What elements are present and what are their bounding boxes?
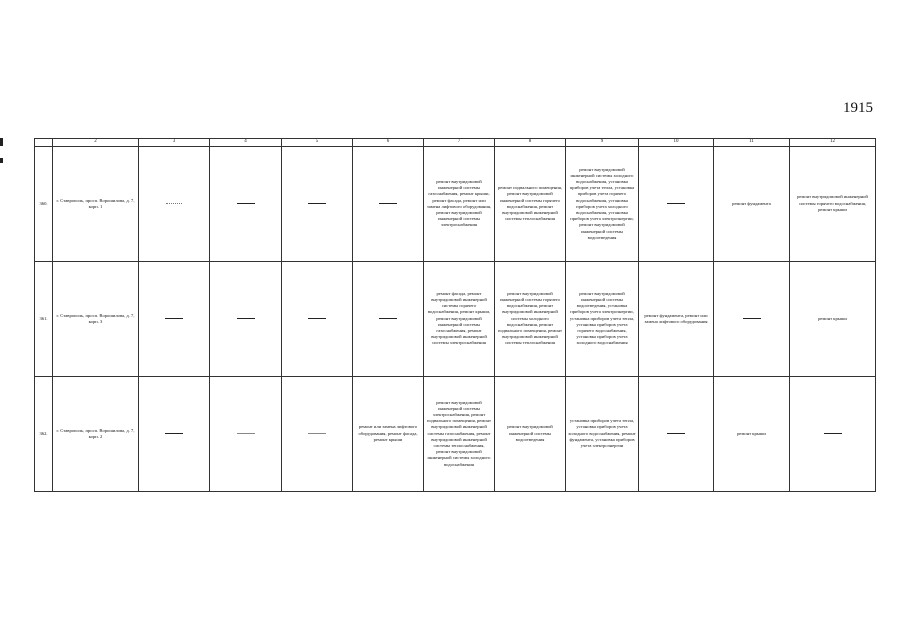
dotted-dash (166, 203, 182, 204)
repair-works-text: ремонт внутридомовой инженерной системы водоотведения, установка приборов учета электроэнергии, установка приборов учета тепла, установка приборов учета горячего водоснабжения, установка приборов учета холодного водоснабжения (569, 290, 635, 346)
repair-works-cell (424, 146, 495, 261)
dash-mark (308, 318, 326, 319)
repair-works-text: ремонт крыши (737, 430, 766, 436)
repair-works-cell (353, 376, 424, 491)
column-number: 12 (790, 139, 876, 147)
dash-mark (743, 318, 761, 319)
column-number: 10 (639, 139, 714, 147)
dash-mark (165, 433, 183, 434)
empty-cell (139, 261, 210, 376)
building-address: г. Ставрополь, просп. Ворошилова, д. 7, корп. 1 (53, 146, 139, 261)
repair-works-cell (424, 261, 495, 376)
empty-cell (282, 376, 353, 491)
empty-cell (639, 146, 714, 261)
empty-cell (790, 376, 876, 491)
row-number: 362. (35, 376, 53, 491)
dash-mark (379, 318, 397, 319)
repair-works-text: ремонт внутридомовой инженерной системы водоотведения (507, 424, 553, 442)
dash-mark (165, 318, 183, 319)
empty-cell (139, 376, 210, 491)
table-row (35, 376, 876, 491)
column-number (35, 139, 53, 147)
repair-schedule-table (34, 138, 876, 492)
dash-mark (667, 203, 685, 204)
page-number: 1915 (843, 100, 873, 116)
table-row (35, 146, 876, 261)
building-address: г. Ставрополь, просп. Ворошилова, д. 7, корп. 3 (53, 261, 139, 376)
dash-mark (308, 203, 326, 204)
repair-works-text: ремонт внутридомовой инженерной системы газоснабжения, ремонт крыши, ремонт фасада, ремонт или замена лифтового оборудования, ремонт внутридомовой инженерной системы электроснабжения (426, 179, 492, 228)
repair-works-text: ремонт внутридомовой инженерной системы электроснабжения, ремонт подвального помещения, ремонт внутридомовой инженерной системы газоснабжения, ремонт внутридомовой инженерной системы теплоснабжения, ремонт внутридомовой инженерной системы холодного водоснабжения (426, 399, 492, 467)
column-number: 7 (424, 139, 495, 147)
dash-mark (824, 433, 842, 434)
repair-works-text: ремонт внутридомовой инженерной системы горячего водоснабжения, ремонт крыши (797, 194, 868, 212)
repair-works-text: ремонт фундамента (732, 200, 771, 206)
repair-works-cell (495, 146, 566, 261)
repair-works-cell (639, 261, 714, 376)
repair-works-text: ремонт внутридомовой инженерной системы холодного водоснабжения, установка приборов учета тепла, установка приборов учета горячего водоснабжения, установка приборов учета холодного водоснабжения, установка приборов учета электроэнергии, ремонт внутридомовой инженерной системы водоотведения (569, 166, 635, 240)
dash-mark (379, 203, 397, 204)
margin-tick-mark (0, 158, 3, 163)
dash-mark (237, 318, 255, 319)
repair-works-text: ремонт подвального помещения, ремонт внутридомовой инженерной системы горячего водоснабжения, ремонт внутридомовой инженерной системы теплоснабжения (497, 185, 563, 222)
empty-cell (210, 261, 282, 376)
repair-works-cell (495, 261, 566, 376)
dash-mark (667, 433, 685, 434)
column-number: 4 (210, 139, 282, 147)
repair-works-cell (790, 261, 876, 376)
column-number-row (35, 139, 876, 147)
empty-cell (282, 261, 353, 376)
empty-cell (210, 376, 282, 491)
repair-works-cell (714, 376, 790, 491)
row-number: 360. (35, 146, 53, 261)
row-number: 361. (35, 261, 53, 376)
repair-works-cell (790, 146, 876, 261)
empty-cell (353, 146, 424, 261)
empty-cell (714, 261, 790, 376)
repair-works-cell (566, 261, 639, 376)
repair-works-cell (714, 146, 790, 261)
column-number: 6 (353, 139, 424, 147)
margin-tick-mark (0, 138, 3, 146)
column-number: 8 (495, 139, 566, 147)
table-row (35, 261, 876, 376)
empty-cell (639, 376, 714, 491)
dash-mark (237, 433, 255, 434)
column-number: 2 (53, 139, 139, 147)
repair-works-text: ремонт или замена лифтового оборудования, ремонт фасада, ремонт крыши (358, 424, 418, 442)
dash-mark (308, 433, 326, 434)
empty-cell (210, 146, 282, 261)
building-address: г. Ставрополь, просп. Ворошилова, д. 7, корп. 2 (53, 376, 139, 491)
repair-works-cell (495, 376, 566, 491)
repair-works-text: ремонт внутридомовой инженерной системы горячего водоснабжения, ремонт внутридомовой инженерной системы холодного водоснабжения, ремонт подвального помещения, ремонт внутридомовой инженерной системы теплоснабжения (497, 290, 563, 346)
repair-works-text: установка приборов учета тепла, установка приборов учета холодного водоснабжения, ремонт фундамента, установка приборов учета электроэнергии (568, 418, 636, 449)
repair-works-text: ремонт фундамента, ремонт или замена лифтового оборудования (644, 312, 708, 324)
repair-works-cell (566, 376, 639, 491)
empty-cell (282, 146, 353, 261)
repair-works-cell (424, 376, 495, 491)
column-number: 5 (282, 139, 353, 147)
column-number: 11 (714, 139, 790, 147)
column-number: 3 (139, 139, 210, 147)
repair-works-text: ремонт крыши (818, 315, 847, 321)
dash-mark (237, 203, 255, 204)
repair-works-text: ремонт фасада, ремонт внутридомовой инженерной системы горячего водоснабжения, ремонт крыши, ремонт внутридомовой инженерной системы газоснабжения, ремонт внутридомовой инженерной системы электроснабжения (427, 290, 491, 346)
repair-works-cell (566, 146, 639, 261)
empty-cell (139, 146, 210, 261)
empty-cell (353, 261, 424, 376)
column-number: 9 (566, 139, 639, 147)
